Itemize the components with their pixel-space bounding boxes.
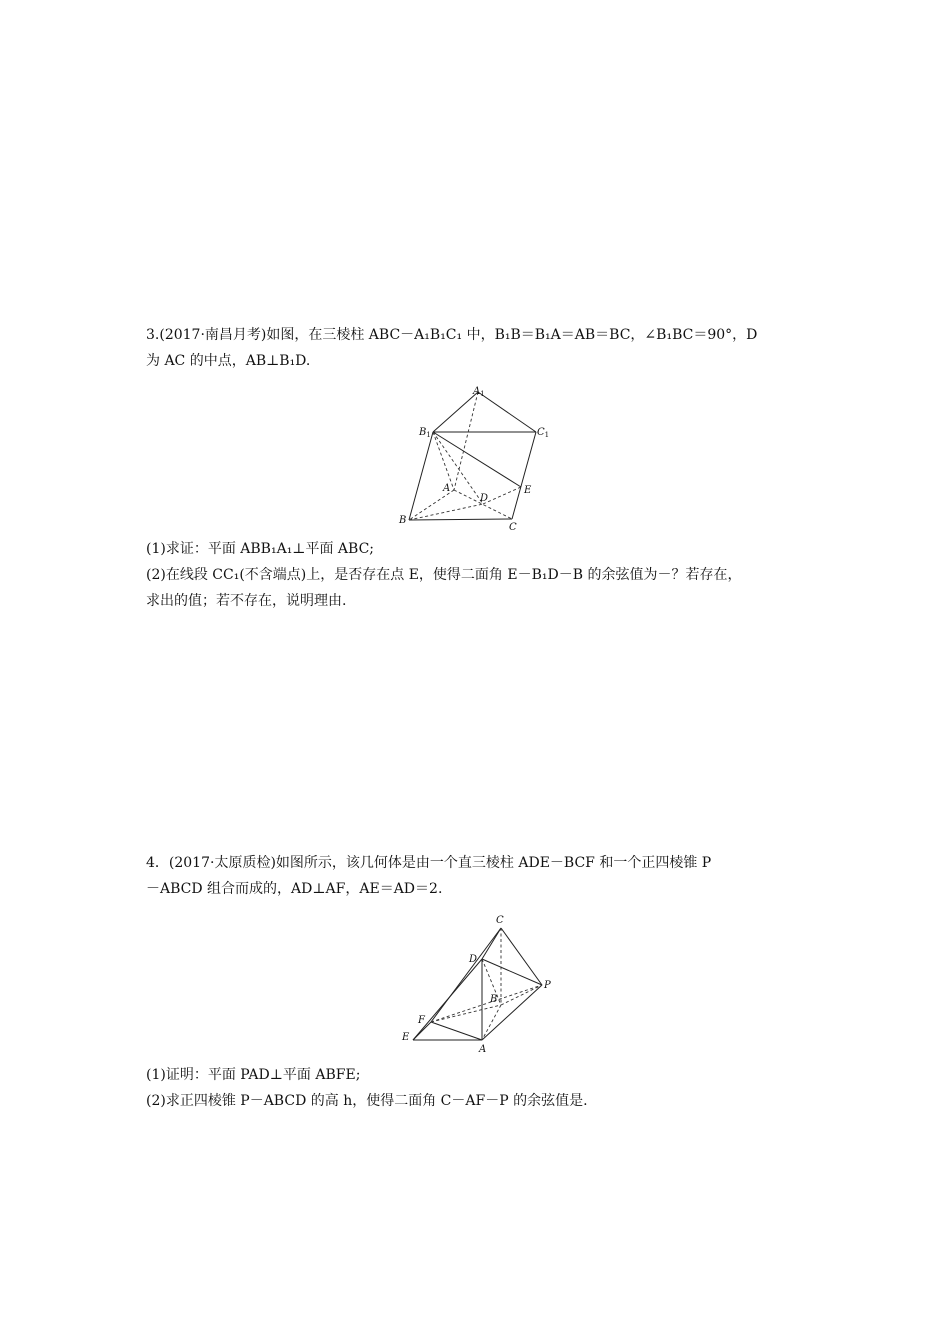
edge-b-a [482, 1005, 501, 1040]
label-b: B [399, 515, 407, 526]
problem-3-questions [146, 536, 816, 614]
edge-d-e [483, 487, 521, 504]
edge-b1-a [433, 432, 454, 490]
label-a: A [479, 1044, 487, 1055]
label-c: C [496, 915, 504, 926]
edge-b1-e [433, 432, 521, 487]
label-a1: $A_1$ [473, 386, 485, 398]
problem-4-question-2: (2)求正四棱锥 P－ABCD 的高 h，使得二面角 C－AF－P 的余弦值是. [146, 1093, 588, 1109]
problem-4-statement-line-2: －ABCD 组合而成的，AD⊥AF，AE＝AD＝2. [146, 881, 443, 897]
edge-a1-a [454, 392, 478, 490]
edge-c1-c [512, 432, 536, 519]
problem-4-figure [398, 912, 558, 1054]
label-a: A [443, 483, 451, 494]
label-d: D [469, 954, 478, 965]
label-c1: $C_1$ [537, 427, 550, 439]
label-f: F [418, 1015, 425, 1026]
problem-4 [146, 850, 816, 902]
problem-3-statement-line-2: 为 AC 的中点，AB⊥B₁D. [146, 353, 311, 369]
problem-4-questions [146, 1062, 816, 1114]
label-c: C [509, 522, 517, 533]
problem-3-question-1: (1)求证：平面 ABB₁A₁⊥平面 ABC; [146, 541, 375, 557]
edge-f-p [431, 985, 542, 1022]
edge-a1-c1 [478, 392, 536, 432]
edge-b-c [409, 519, 512, 520]
edge-b1-d [433, 432, 483, 504]
edge-f-a [431, 1022, 482, 1040]
problem-3-question-2-line-2: 求出的值；若不存在，说明理由. [146, 593, 347, 609]
label-p: P [544, 980, 551, 991]
prism-pyramid-diagram [398, 912, 558, 1054]
problem-3-statement-line-1: 3.(2017·南昌月考)如图，在三棱柱 ABC－A₁B₁C₁ 中，B₁B＝B₁A＝AB＝BC，∠B₁BC＝90°，D [146, 327, 758, 343]
edge-a1-b1 [433, 392, 478, 432]
problem-4-question-1: (1)证明：平面 PAD⊥平面 ABFE; [146, 1067, 361, 1083]
prism-diagram [395, 382, 565, 534]
label-b1: $B_1$ [419, 427, 431, 439]
label-e: E [402, 1032, 410, 1043]
label-b: B [490, 994, 498, 1005]
problem-4-statement-line-1: 4．(2017·太原质检)如图所示，该几何体是由一个直三棱柱 ADE－BCF 和一个正四棱锥 P [146, 855, 712, 871]
problem-3-question-2-line-1: (2)在线段 CC₁(不含端点)上，是否存在点 E，使得二面角 E－B₁D－B 的余弦值为－？若存在， [146, 567, 742, 583]
problem-3-figure [395, 382, 565, 534]
edge-b-p [501, 985, 542, 1005]
label-d: D [480, 493, 489, 504]
edge-b-d [409, 504, 483, 520]
label-e: E [524, 485, 532, 496]
problem-3 [146, 322, 816, 374]
